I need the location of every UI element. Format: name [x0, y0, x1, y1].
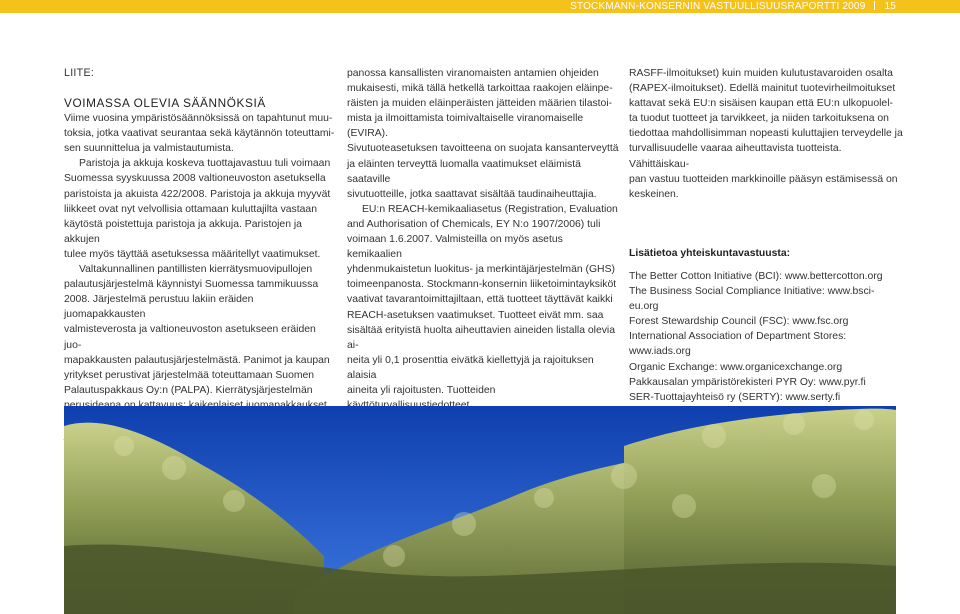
paragraph-intro: Viime vuosina ympäristösäännöksissä on tapahtunut muu- toksia, jotka vaativat seurantaa sekä käytännön toteuttami- sen suunnittelua ja valmistautumista.: [64, 113, 335, 155]
section-heading: VOIMASSA OLEVIA SÄÄNNÖKSIÄ: [64, 96, 266, 111]
more-info-heading: Lisätietoa yhteiskuntavastuusta:: [629, 247, 791, 259]
appendix-label: LIITE:: [64, 67, 95, 79]
list-item: Organic Exchange: www.organicexchange.org: [629, 361, 843, 373]
paragraph-byproducts-cont: panossa kansallisten viranomaisten antamien ohjeiden mukaisesti, mikä tällä hetkellä tarkoittaa raakojen eläinpe- räisten ja muiden eläinperäisten jätteiden määrien tilastoi- mista ja ilmoittamista toimivaltaiselle viranomaiselle (EVIRA). Sivutuoteasetuksen tavoitteena on suojata kansanterveyttä ja eläinten terveyttä luomalla vaatimukset eläimistä saataville sivutuotteille, jotka saattavat sisältää taudinaiheuttajia.: [347, 68, 619, 200]
column-3: [629, 66, 903, 435]
list-item: Pakkausalan ympäristörekisteri PYR Oy: www.pyr.fi: [629, 376, 866, 388]
running-header: [570, 0, 896, 13]
list-item: SER-Tuottajayhteisö ry (SERTY): www.serty.fi: [629, 391, 841, 403]
report-title: STOCKMANN-KONSERNIN VASTUULLISUUSRAPORTTI 2009: [570, 1, 866, 12]
paragraph-bottle-return: Valtakunnallinen pantillisten kierrätysmuovipullojen palautusjärjestelmä käynnistyi Suomessa tammikuussa 2008. Järjestelmä perustuu lakiin eräiden juomapakkausten valmisteverosta ja valtioneuvoston asetukseen eräiden juo- mapakkausten palautusjärjestelmästä. Panimot ja kaupan yritykset perustivat järjestelmää toteuttamaan Suomen Palautuspakkaus Oy:n (PALPA). Kierrätysjärjestelmän: [64, 264, 330, 396]
paragraph-batteries: Paristoja ja akkuja koskeva tuottajavastuu tuli voimaan Suomessa syyskuussa 2008 valtioneuvoston asetuksella paristoista ja akuista 422/2008. Paristoja ja akkuja myyvät liikkeet ovat nyt velvollisia ottamaan kuluttajilta vastaan käytöstä poistettuja paristoja ja akkuja. Paristojen ja akkujen tulee myös täyttää asetuksessa määritellyt vaatimukset.: [64, 158, 331, 260]
paragraph-customer-safety-cont: RASFF-ilmoitukset) kuin muiden kulutustavaroiden osalta (RAPEX-ilmoitukset). Edellä mainitut tuotevirheilmoitukset kattavat sekä EU:n sisäisen kaupan että EU:n ulkopuolel- ta tuodut tuotteet ja tarvikkeet, ja niiden tarkoituksena on tiedottaa mahdollisimman nopeasti kuluttajien terveydelle ja turvallisuudelle vaaraa aiheuttavista tuotteista. Vähittäiskau- pan vastuu tuotteiden markkinoille pääsyn estämisessä on keskeinen.: [629, 68, 903, 200]
page-number: 15: [884, 1, 896, 12]
list-item: www.iads.org: [629, 346, 691, 358]
list-item: The Business Social Compliance Initiative: www.bsci-eu.org: [629, 286, 875, 313]
list-item: Forest Stewardship Council (FSC): www.fsc.org: [629, 316, 849, 328]
list-item: The Better Cotton Initiative (BCI): www.bettercotton.org: [629, 270, 883, 282]
list-item: International Association of Department Stores:: [629, 331, 847, 343]
header-divider: [874, 1, 875, 10]
photo-illustration: [64, 406, 896, 614]
foliage-photo: [64, 406, 896, 614]
paragraph-reach: EU:n REACH-kemikaaliasetus (Registration, Evaluation and Authorisation of Chemicals, EY N:o 1907/2006) tuli voimaan 1.6.2007. Valmisteilla on myös asetus kemikaalien yhdenmukaistetun luokitus- ja merkintäjärjestelmän (GHS) toimeenpanosta. Stockmann-konsernin liiketoimintayksiköt vaativat tavarantoimittajiltaan, että tuotteet täyttävät kaikki REACH-asetuksen vaatimukset. Tuotteet eivät mm. saa sisältää erityistä huolta aiheuttavien aineiden listalla olevia ai- neita yli 0,1 prosenttia eivätkä kiellettyjä ja rajoituksen alaisia aineita yli rajoitusten. Tuotteiden: [347, 203, 618, 396]
